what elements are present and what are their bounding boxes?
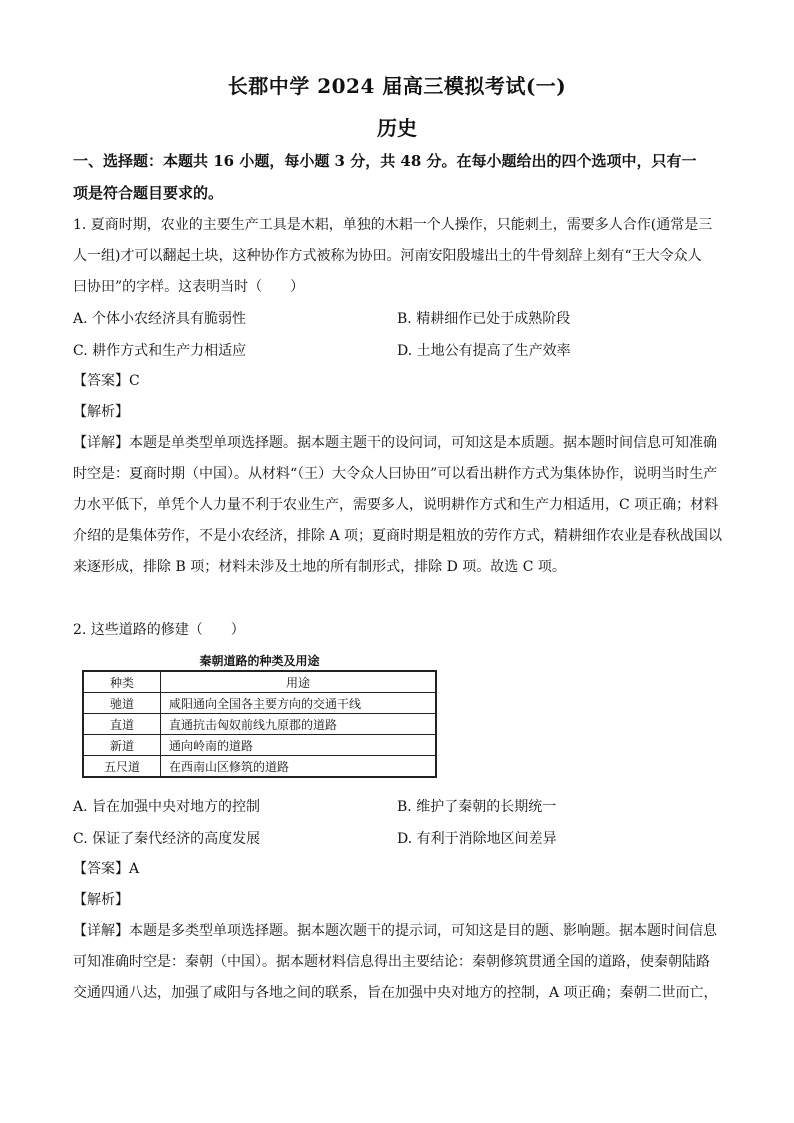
table-cell-use: 在西南山区修筑的道路 — [161, 756, 437, 778]
exam-title: 长郡中学 2024 届高三模拟考试(一) — [227, 74, 567, 98]
q1-option-d: D. 土地公有提高了生产效率 — [397, 343, 571, 359]
q1-stem-line2: 人一组)才可以翻起土块，这种协作方式被称为协田。河南安阳殷墟出土的牛骨刻辞上刻有“王大令众人 — [73, 248, 702, 264]
q1-stem-line1: 1. 夏商时期，农业的主要生产工具是木耜，单独的木耜一个人操作，只能刺土，需要多人合作(通常是三 — [73, 217, 713, 233]
table-row — [83, 714, 436, 735]
q1-detail-line1: 【详解】本题是单类型单项选择题。据本题主题干的设问词，可知这是本质题。据本题时间信息可知准确 — [73, 435, 717, 451]
q1-answer — [73, 370, 723, 390]
q1-option-c: C. 耕作方式和生产力相适应 — [73, 343, 247, 359]
q2-option-a: A. 旨在加强中央对地方的控制 — [73, 799, 261, 815]
q1-option-a: A. 个体小农经济具有脆弱性 — [73, 311, 247, 327]
q2-table-caption: 秦朝道路的种类及用途 — [199, 654, 320, 668]
q1-answer-value: C — [129, 373, 140, 389]
q2-answer-value: A — [129, 861, 140, 877]
table-row — [83, 756, 436, 778]
table-cell-type: 新道 — [83, 735, 161, 756]
section-heading-line2: 项是符合题目要求的。 — [73, 184, 224, 202]
table-header-type: 种类 — [83, 671, 161, 693]
table-cell-use: 通向岭南的道路 — [161, 735, 437, 756]
q2-option-b: B. 维护了秦朝的长期统一 — [397, 799, 557, 815]
q1-detail-line4: 介绍的是集体劳作，不是小农经济，排除 A 项；夏商时期是粗放的劳作方式，精耕细作农业是春秋战国以 — [73, 528, 723, 544]
q2-detail-line2: 可知准确时空是：秦朝（中国）。据本题材料信息得出主要结论：秦朝修筑贯通全国的道路，使秦朝陆路 — [73, 954, 710, 970]
q2-answer — [73, 858, 723, 878]
table-header-row — [83, 671, 436, 693]
q1-option-b: B. 精耕细作已处于成熟阶段 — [397, 311, 571, 327]
q2-option-c: C. 保证了秦代经济的高度发展 — [73, 831, 261, 847]
q1-detail-line5: 来逐形成，排除 B 项；材料未涉及土地的所有制形式，排除 D 项。故选 C 项。 — [73, 559, 566, 575]
q1-stem-line3: 曰协田”的字样。这表明当时（ ） — [73, 279, 305, 295]
table-header-use: 用途 — [161, 671, 437, 693]
subject-title: 历史 — [377, 116, 417, 140]
table-cell-use: 直通抗击匈奴前线九原郡的道路 — [161, 714, 437, 735]
table-cell-type: 驰道 — [83, 693, 161, 714]
q2-detail-line3: 交通四通八达，加强了咸阳与各地之间的联系，旨在加强中央对地方的控制，A 项正确；秦朝二世而亡， — [73, 985, 718, 1001]
table-cell-use: 咸阳通向全国各主要方向的交通干线 — [161, 693, 437, 714]
section-heading-line1: 一、选择题：本题共 16 小题，每小题 3 分，共 48 分。在每小题给出的四个选项中，只有一 — [73, 152, 697, 170]
q1-detail-line3: 力水平低下，单凭个人力量不利于农业生产，需要多人，说明耕作方式和生产力相适用，C 项正确；材料 — [73, 497, 719, 513]
table-cell-type: 直道 — [83, 714, 161, 735]
q1-answer-label: 【答案】 — [73, 373, 129, 389]
q2-detail-line1: 【详解】本题是多类型单项选择题。据本题次题干的提示词，可知这是目的题、影响题。据本题时间信息 — [73, 923, 717, 939]
q2-option-d: D. 有利于消除地区间差异 — [397, 831, 557, 847]
q1-detail-line2: 时空是：夏商时期（中国）。从材料“（王）大令众人曰协田”可以看出耕作方式为集体协作，说明当时生产 — [73, 466, 718, 482]
table-cell-type: 五尺道 — [83, 756, 161, 778]
q1-analysis-label: 【解析】 — [73, 404, 129, 420]
q2-analysis-label: 【解析】 — [73, 892, 129, 908]
table-row — [83, 693, 436, 714]
table-row — [83, 735, 436, 756]
q2-answer-label: 【答案】 — [73, 861, 129, 877]
q2-stem: 2. 这些道路的修建（ ） — [73, 622, 245, 638]
qin-roads-table — [82, 670, 437, 778]
